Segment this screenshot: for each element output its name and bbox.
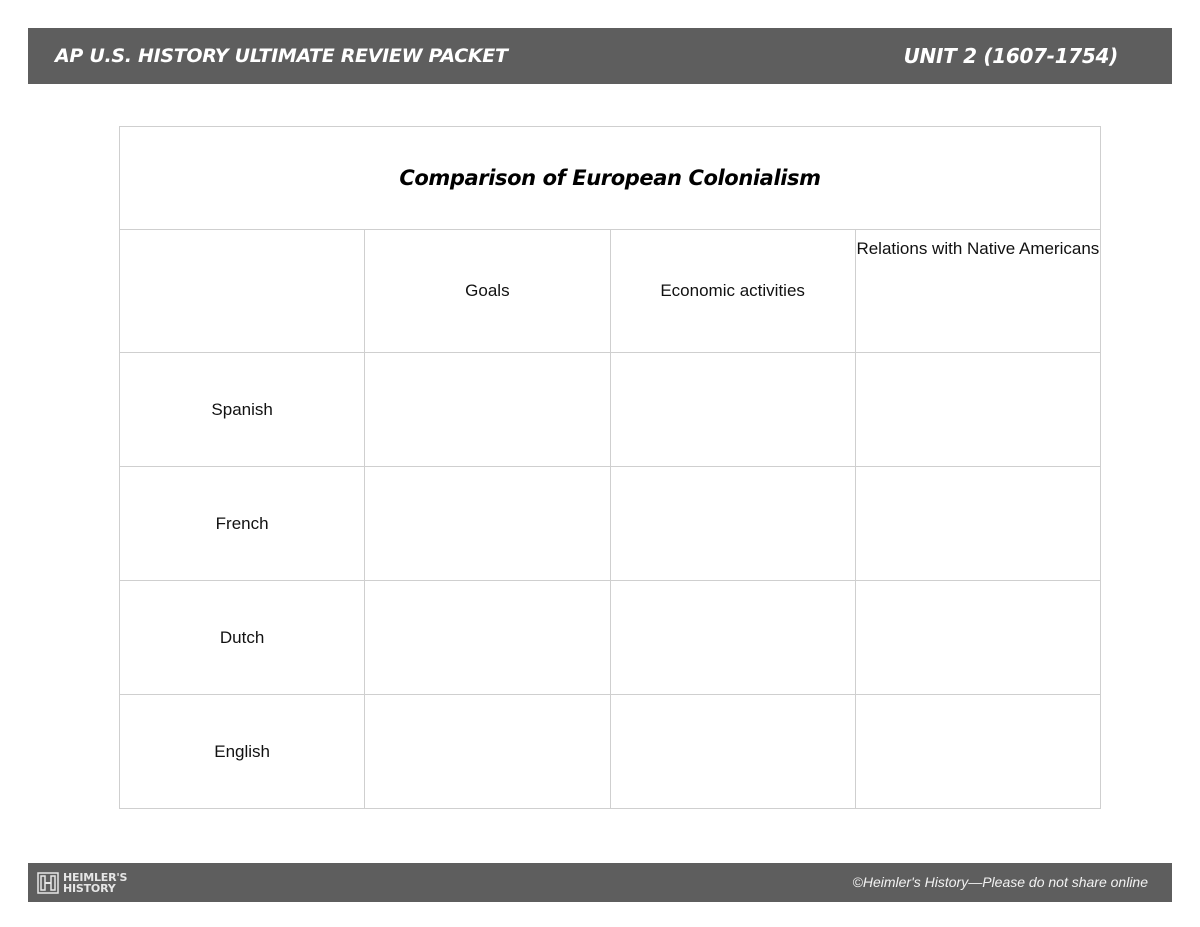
column-header-native-relations: Relations with Native Americans (855, 230, 1100, 353)
corner-cell (120, 230, 365, 353)
packet-title: AP U.S. HISTORY ULTIMATE REVIEW PACKET (55, 45, 508, 67)
table-row (120, 467, 1101, 581)
copyright-notice: ©Heimler's History—Please do not share online (852, 874, 1148, 890)
spanish-economic-cell[interactable] (610, 353, 855, 467)
table-title-row (120, 127, 1101, 230)
french-economic-cell[interactable] (610, 467, 855, 581)
logo-text (63, 872, 127, 894)
english-goals-cell[interactable] (365, 695, 610, 809)
row-header-french: French (120, 467, 365, 581)
unit-label: UNIT 2 (1607-1754) (903, 44, 1118, 68)
column-header-economic-activities: Economic activities (610, 230, 855, 353)
spanish-goals-cell[interactable] (365, 353, 610, 467)
logo-line-1: HEIMLER'S (63, 870, 128, 884)
row-header-spanish: Spanish (120, 353, 365, 467)
row-header-english: English (120, 695, 365, 809)
column-header-goals: Goals (365, 230, 610, 353)
dutch-goals-cell[interactable] (365, 581, 610, 695)
table-row (120, 353, 1101, 467)
spanish-relations-cell[interactable] (855, 353, 1100, 467)
row-header-dutch: Dutch (120, 581, 365, 695)
header-bar (28, 28, 1172, 84)
comparison-table (119, 126, 1101, 809)
logo-line-2: HISTORY (63, 881, 116, 895)
table-row (120, 581, 1101, 695)
english-relations-cell[interactable] (855, 695, 1100, 809)
french-relations-cell[interactable] (855, 467, 1100, 581)
table-title-cell (120, 127, 1101, 230)
dutch-relations-cell[interactable] (855, 581, 1100, 695)
heimler-h-logo-icon (37, 872, 59, 894)
heimlers-history-logo (37, 870, 127, 895)
english-economic-cell[interactable] (610, 695, 855, 809)
french-goals-cell[interactable] (365, 467, 610, 581)
table-title: Comparison of European Colonialism (399, 166, 821, 190)
dutch-economic-cell[interactable] (610, 581, 855, 695)
table-row (120, 695, 1101, 809)
footer-bar (28, 863, 1172, 902)
column-header-row (120, 230, 1101, 353)
